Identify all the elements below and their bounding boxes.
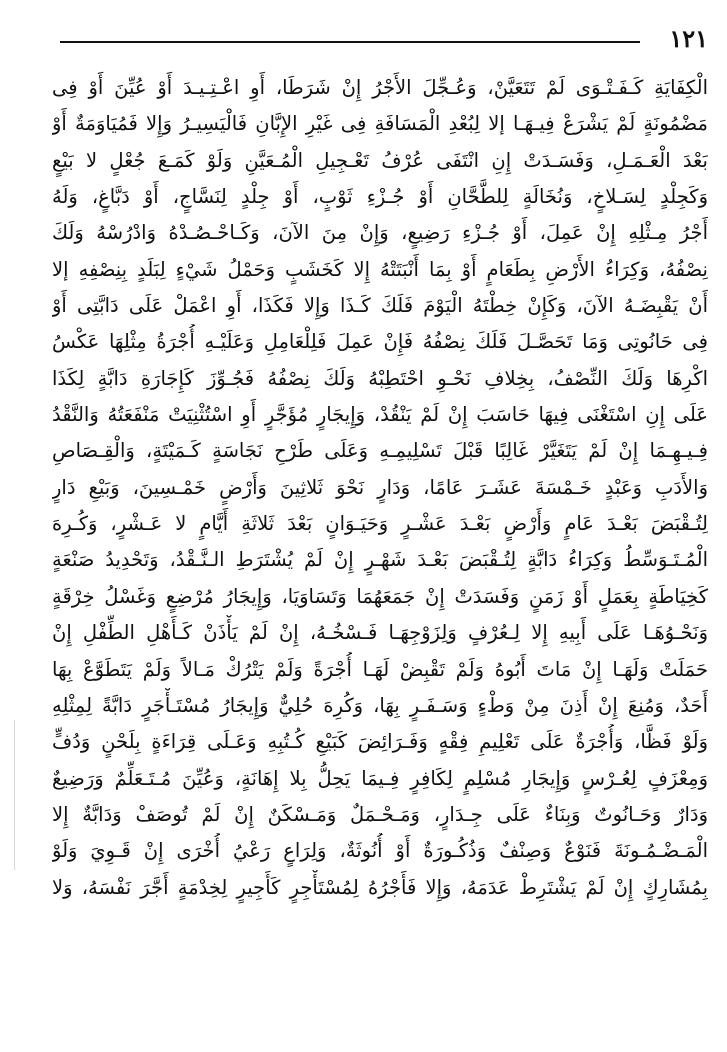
text-line: أَنْ يَقْبِضَـهُ الآنَ، وَكَإِنْ خِطْتَهُ الْيَوْمَ فَلَكَ كَـذَا وَإِلا فَكَذَا، أَوِ اعْمَلْ عَلَى دَابَّتِى أَوْ	[52, 294, 708, 318]
text-line: وَالأَدَبِ وَعَبْدٍ خَـمْسَةَ عَشَـرَ عَامًا، وَدَارٍ نَحْوَ ثَلاثِينَ وَأَرْضٍ خَمْـسِينَ، وَبَيْعِ دَارٍ	[52, 475, 708, 499]
text-line: وَكَجِلْدٍ لِسَـلاخٍ، وَنُخَالَةٍ لِلطَّحَّانِ أَوْ جُـزْءِ ثَوْبٍ، أَوْ جِلْدٍ لِنَسَّاجٍ، أَوْ دَبَّاغٍ، وَلَهُ	[52, 185, 708, 209]
text-line: وَنَحْـوُهَـا عَلَى أَبِيهِ إِلا لِـعُرْفٍ وَلِزَوْجِهَـا فَـسْخُـهُ، إِنْ لَمْ يَأْذَنْ كَـأَهْلِ الطِّفْلِ إِنْ	[52, 621, 708, 645]
text-line: وَدَارٌ وَحَـانُوتٌ وَبِنَاءٌ عَلَى جِـدَارٍ، وَمَـحْـمَلٌ وَمَـسْكَنٌ إِنْ لَمْ تُوصَفْ وَدَابَّةٌ إِلا	[52, 802, 708, 826]
text-line: بَعْدَ الْعَـمَـلِ، وَفَسَـدَتْ إِنِ انْتَفَى عُرْفُ تَعْـجِيلِ الْمُـعَيَّنِ وَلَوْ كَمَـعَ جُعْلٍ لا بَيْعٍ	[52, 148, 708, 172]
text-line: مَضْمُونَةٍ لَمْ يَشْرَعْ فِيـهَـا إلا لِبُعْدِ الْمَسَافَةِ فِى غَيْرِ الإِبَّانِ فَالْيَسِيـرُ وَإِلا فَمُيَاوَمَةٌ أَوْ	[52, 112, 708, 136]
text-line: أَجْرُ مِـثْلِهِ إِنْ عَمِلَ، أَوْ جُـزْءِ رَضِيعٍ، وَإِنْ مِنَ الآنَ، وَكَـاحْـصُـدْهُ وَادْرُسْهُ وَلَكَ	[52, 221, 708, 245]
body-text	[52, 70, 708, 906]
text-line: فِى حَانُوتِى وَمَا تَحَصَّـلَ فَلَكَ نِصْفُهُ فَإِنْ عَمِلَ فَلِلْعَامِلِ وَعَلَيْـهِ أُجْرَةُ مِثْلِهَا عَكْسُ	[52, 330, 708, 354]
header-rule	[60, 41, 640, 43]
text-line: الْمَـضْـمُـونَةَ فَنَوْعٌ وَصِنْفٌ وَذُكُـورَةٌ أَوْ أُنُوثَةٌ، وَلِرَاعٍ رَعْيُ أُخْرَى إِنْ قَـوِيَ وَلَوْ	[52, 839, 708, 863]
text-line: وَمِعْزَفٍ لِعُـرْسٍ وَإِيجَارِ مُسْلِمٍ لِكَافِرٍ فِـيمَا يَحِلُّ بِلا إِهَانَةٍ، وَعُيِّنَ مُـتَـعَلِّمٌ وَرَضِيعٌ	[52, 766, 708, 790]
text-line: اكْرِهَا وَلَكَ النِّصْفُ، بِخِلافِ نَحْـوِ احْتَطِبْهُ وَلَكَ نِصْفُهُ فَجُـوِّزَ كَإِجَارَةِ دَابَّةٍ لِكَذَا	[52, 366, 708, 390]
text-line: بِمُشَارِكٍ إِنْ لَمْ يَشْتَرِطْ عَدَمَهُ، وَإِلا فَأَجْرُهُ لِمُسْتَأْجِرٍ كَأَجِيرٍ لِخِدْمَةٍ أَجَّرَ نَفْسَهُ، وَلا	[52, 875, 708, 899]
text-line: حَمَلَتْ وَلَهَـا إِنْ مَاتَ أَبُوهُ وَلَمْ تَقْبِضْ لَهَـا أُجْرَةً وَلَمْ يَتْرُكْ مَـالاً وَلَمْ يَتَطَوَّعْ بِهَا	[52, 657, 708, 681]
text-line: فِـيـهِـمَا إِنْ لَمْ يَتَغَيَّرْ غَالِبًا قَبْلَ تَسْلِيمِـهِ وَعَلَى طَرْحِ نَجَاسَةٍ كَـمَيْتَةٍ، وَالْقِـصَاصِ	[52, 439, 708, 463]
page-header	[60, 24, 708, 54]
text-line: كَخِيَاطَةٍ بِعَمَلٍ أَوْ زَمَنٍ وَفَسَدَتْ إِنْ جَمَعَهُمَا وَتَسَاوَيَا، وَإِيجَارُ مُرْضِعٍ وَغَسْلُ خِرْقَةٍ	[52, 584, 708, 608]
text-line: الْمُـتَـوَسِّطُ وَكِرَاءُ دَابَّةٍ لِتُـقْبَضَ بَعْـدَ شَهْـرٍ إِنْ لَمْ يُشْتَرَطِ الـنَّـقْدُ، وَتَحْدِيدُ صَنْعَةٍ	[52, 548, 708, 572]
scan-margin-mark	[14, 720, 15, 870]
text-line: وَلَوْ فَظًّا، وَأُجْرَةٌ عَلَى تَعْلِيمِ فِقْهٍ وَفَـرَائِضَ كَبَيْعِ كُـتُبِهِ وَعَـلَى قِرَاءَةٍ بِلَحْنٍ وَدُفٍّ	[52, 730, 708, 754]
text-line: الْكِفَايَةِ كَـفَـتْـوَى لَمْ تَتَعَيَّنْ، وَعُـجِّلَ الأَجْرُ إِنْ شَرَطَا، أَوِ اعْـتِـيـدَ أَوْ عُيِّنَ أَوْ فِى	[52, 76, 708, 99]
text-line: نِصْفُهُ، وَكِرَاءُ الأَرْضِ بِطَعَامٍ أَوْ بِمَا أَنْبَتَتْهُ إِلا كَخَشَبٍ وَحَمْلُ شَيْءٍ لِبَلَدٍ بِنِصْفِهِ إلا	[52, 257, 708, 281]
page-number: ١٢١	[669, 24, 708, 53]
text-line: عَلَى إِنِ اسْتَغْنَى فِيهَا حَاسَبَ إِنْ لَمْ يَنْقُدْ، وَإِيجَارٍ مُؤَجَّرٍ أَوِ اسْتُثْنِيَتْ مَنْفَعَتُهُ وَالنَّقْدُ	[52, 403, 708, 427]
text-line: أَحَدٌ، وَمُنِعَ إِنْ أَذِنَ مِنْ وَطْءٍ وَسَـفَـرٍ بِهَا، وَكُرِهَ حُلِيٌّ وَإِيجَارُ مُسْتَـأْجَرٍ دَابَّةً لِمِثْلِهِ	[52, 693, 708, 717]
text-line: لِتُـقْبَضَ بَعْـدَ عَامٍ وَأَرْضٍ بَعْـدَ عَشْـرٍ وَحَيَـوَانٍ بَعْدَ ثَلاثَةِ أَيَّامٍ لا عَـشْرٍ، وَكُـرِهَ	[52, 512, 708, 536]
